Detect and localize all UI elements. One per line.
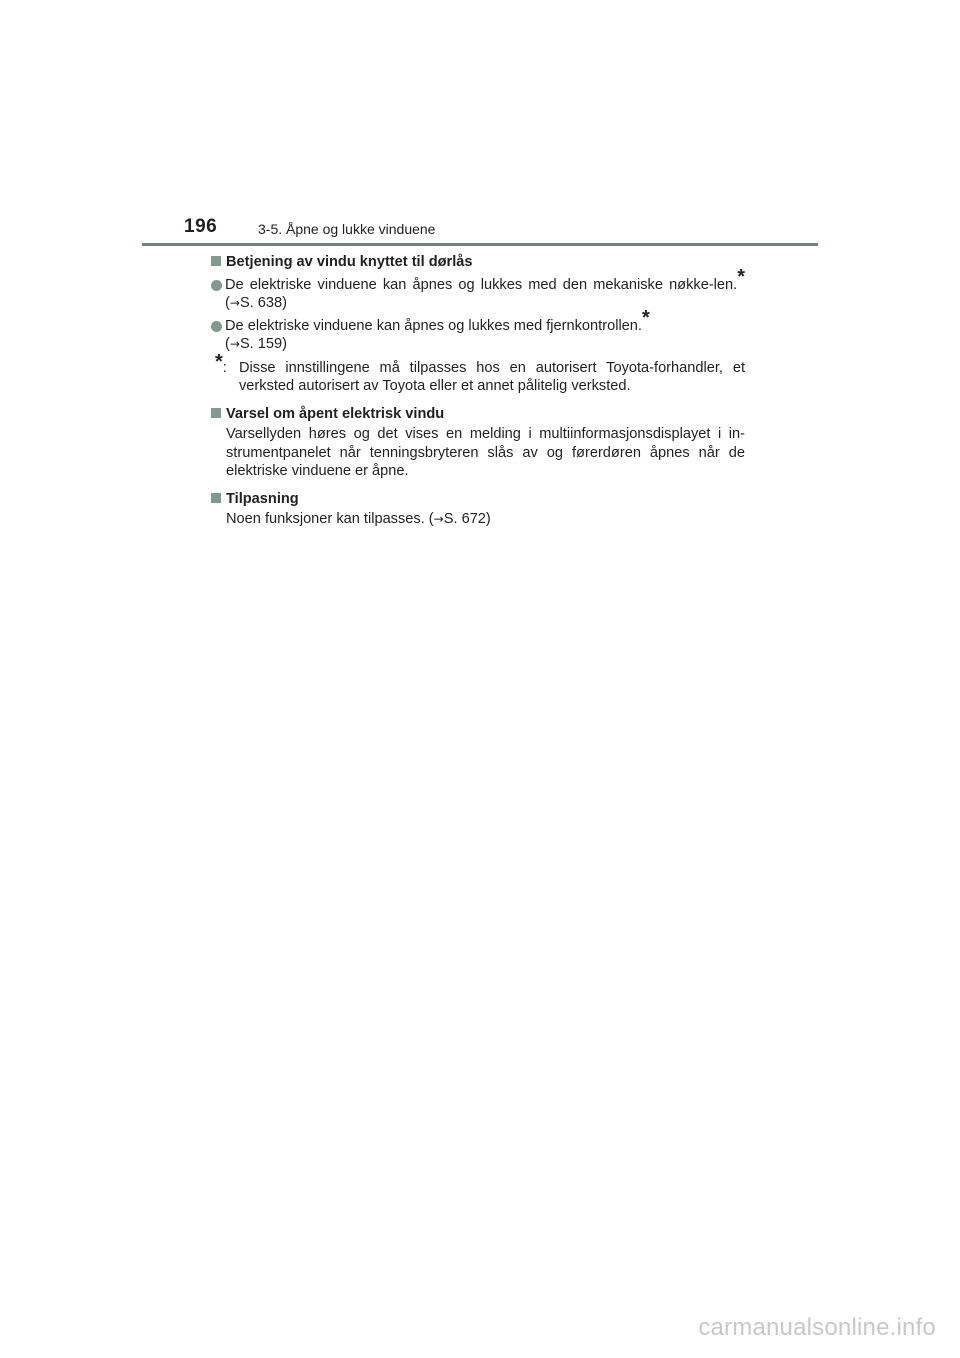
page-reference-link[interactable]: S. 638)	[239, 295, 287, 311]
arrow-right-icon: →	[229, 296, 240, 310]
asterisk-icon: *	[641, 306, 650, 329]
page-header	[0, 0, 960, 250]
paragraph	[210, 510, 745, 529]
section-title: 3-5. Åpne og lukke vinduene	[258, 221, 436, 237]
square-bullet-icon	[211, 493, 221, 503]
section-window-warning	[210, 405, 745, 481]
round-bullet-icon	[211, 321, 222, 332]
footnote-colon: :	[222, 359, 227, 376]
list-item	[210, 306, 745, 354]
watermark: carmanualsonline.info	[698, 1314, 936, 1341]
footnote-mark	[215, 350, 239, 378]
header-rule	[142, 243, 818, 246]
square-bullet-icon	[211, 408, 221, 418]
section-heading	[210, 405, 745, 424]
list-item-text	[225, 265, 745, 313]
list-item	[210, 265, 745, 313]
page-reference-link[interactable]: S. 672)	[443, 511, 491, 527]
page-number: 196	[184, 216, 218, 237]
section-heading	[210, 253, 745, 272]
heading-text: Betjening av vindu knyttet til dørlås	[226, 254, 473, 270]
square-bullet-icon	[211, 256, 221, 266]
heading-text: Tilpasning	[226, 490, 299, 507]
section-customization	[210, 490, 745, 529]
footnote-text: Disse innstillingene må tilpasses hos en autorisert Toyota-forhandler, et verksted autorisert av Toyota eller et annet pålitelig verksted.	[239, 359, 745, 394]
arrow-right-icon: →	[229, 337, 240, 351]
asterisk-icon: *	[737, 265, 745, 288]
paragraph-text: Noen funksjoner kan tilpasses. (	[226, 511, 434, 527]
round-bullet-icon	[211, 280, 222, 291]
page-content	[210, 253, 745, 529]
bullet-text: De elektriske vinduene kan åpnes og lukkes med den mekaniske nøkke-len.	[225, 276, 738, 293]
section-heading	[210, 490, 745, 509]
bullet-text: De elektriske vinduene kan åpnes og lukkes med fjernkontrollen.	[225, 317, 642, 334]
paragraph: Varsellyden høres og det vises en melding i multiinformasjonsdisplayet i in-strumentpanelet når tenningsbryteren slås av og førerdøren åpnes når de elektriske vinduene er åpne.	[226, 426, 745, 479]
arrow-right-icon: →	[433, 512, 444, 526]
section-door-lock	[210, 253, 745, 396]
footnote	[215, 350, 745, 396]
ref-open: (	[225, 295, 230, 311]
list-item-text	[225, 306, 745, 354]
page-reference-link[interactable]: S. 159)	[239, 336, 287, 352]
heading-text: Varsel om åpent elektrisk vindu	[226, 405, 445, 422]
ref-open: (	[225, 336, 230, 352]
asterisk-icon: *	[215, 350, 223, 373]
